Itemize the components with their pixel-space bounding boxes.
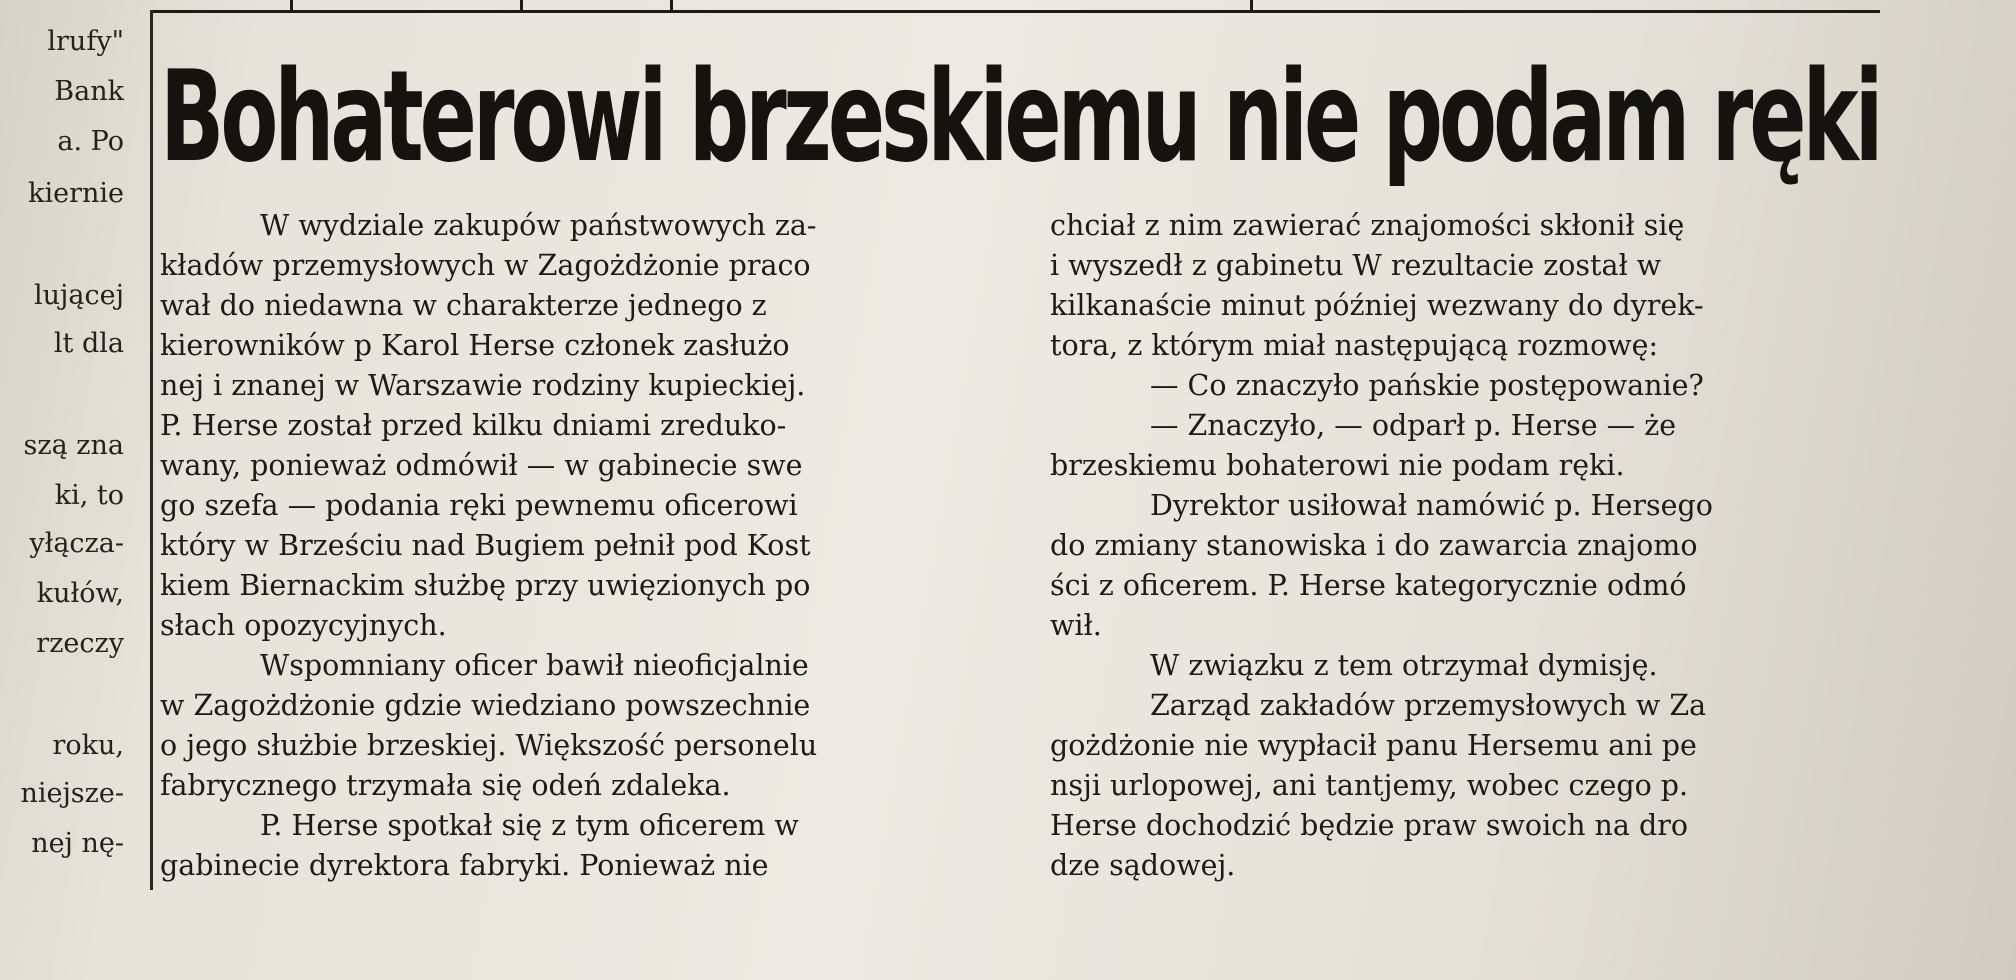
text-line: chciał z nim zawierać znajomości skłonił się [1050,209,1685,242]
left-column-fragments [0,18,140,918]
text-line: fabrycznego trzymała się odeń zdaleka. [160,769,731,802]
text-line: o jego służbie brzeskiej. Większość personelu [160,729,818,762]
fragment-line: lującej [34,280,124,311]
text-line: Herse dochodzić będzie praw swoich na dro [1050,809,1688,842]
text-line: wany, ponieważ odmówił — w gabinecie swe [160,449,803,482]
text-line: gożdżonie nie wypłacił panu Hersemu ani pe [1050,729,1697,762]
column-separator-rule [150,10,153,890]
top-rule [150,0,1880,13]
fragment-line: rzeczy [36,628,124,659]
text-line: Wspomniany oficer bawił nieoficjalnie [260,649,809,682]
article-column-left [160,206,1000,886]
text-line: słach opozycyjnych. [160,609,447,642]
fragment-line: lt dla [53,328,124,359]
fragment-line: szą zna [23,430,124,461]
article-headline: Bohaterowi brzeskiemu nie podam ręki [160,43,1880,190]
fragment-line: kułów, [36,578,124,609]
text-line: gabinecie dyrektora fabryki. Ponieważ nie [160,849,769,882]
fragment-line: yłącza- [29,528,124,559]
fragment-line: a. Po [57,126,124,157]
text-line: P. Herse został przed kilku dniami zreduko- [160,409,787,442]
text-line: — Co znaczyło pańskie postępowanie? [1150,369,1704,402]
article-column-right [1050,206,1890,886]
text-line: — Znaczyło, — odparł p. Herse — że [1150,409,1677,442]
fragment-line: Bank [54,76,124,107]
text-line: i wyszedł z gabinetu W rezultacie został w [1050,249,1662,282]
text-line: kierowników p Karol Herse członek zasłużo [160,329,790,362]
text-line: ści z oficerem. P. Herse kategorycznie odmó [1050,569,1687,602]
text-line: nsji urlopowej, ani tantjemy, wobec czego p. [1050,769,1689,802]
text-line: kilkanaście minut później wezwany do dyrek- [1050,289,1704,322]
rule-tick [520,0,523,12]
fragment-line: kiernie [28,178,124,209]
text-line: który w Brześciu nad Bugiem pełnił pod Kost [160,529,811,562]
text-line: kładów przemysłowych w Zagożdżonie praco [160,249,811,282]
fragment-line: lrufy" [47,26,124,57]
fragment-line: ki, to [54,480,124,511]
rule-tick [1250,0,1253,12]
text-line: w Zagożdżonie gdzie wiedziano powszechnie [160,689,811,722]
text-line: wił. [1050,609,1102,642]
text-line: P. Herse spotkał się z tym oficerem w [260,809,799,842]
text-line: W związku z tem otrzymał dymisję. [1150,649,1658,682]
text-line: wał do niedawna w charakterze jednego z [160,289,767,322]
text-line: Dyrektor usiłował namówić p. Hersego [1150,489,1713,522]
text-line: kiem Biernackim służbę przy uwięzionych po [160,569,811,602]
text-line: tora, z którym miał następującą rozmowę: [1050,329,1659,362]
text-line: do zmiany stanowiska i do zawarcia znajomo [1050,529,1698,562]
text-line: W wydziale zakupów państwowych za- [260,209,817,242]
fragment-line: nej nę- [31,828,124,859]
rule-tick [670,0,673,12]
text-line: brzeskiemu bohaterowi nie podam ręki. [1050,449,1625,482]
fragment-line: niejsze- [20,778,124,809]
text-line: go szefa — podania ręki pewnemu oficerowi [160,489,798,522]
fragment-line: roku, [52,730,124,761]
rule-tick [290,0,293,12]
text-line: Zarząd zakładów przemysłowych w Za [1150,689,1707,722]
text-line: nej i znanej w Warszawie rodziny kupieckiej. [160,369,806,402]
text-line: dze sądowej. [1050,849,1236,882]
